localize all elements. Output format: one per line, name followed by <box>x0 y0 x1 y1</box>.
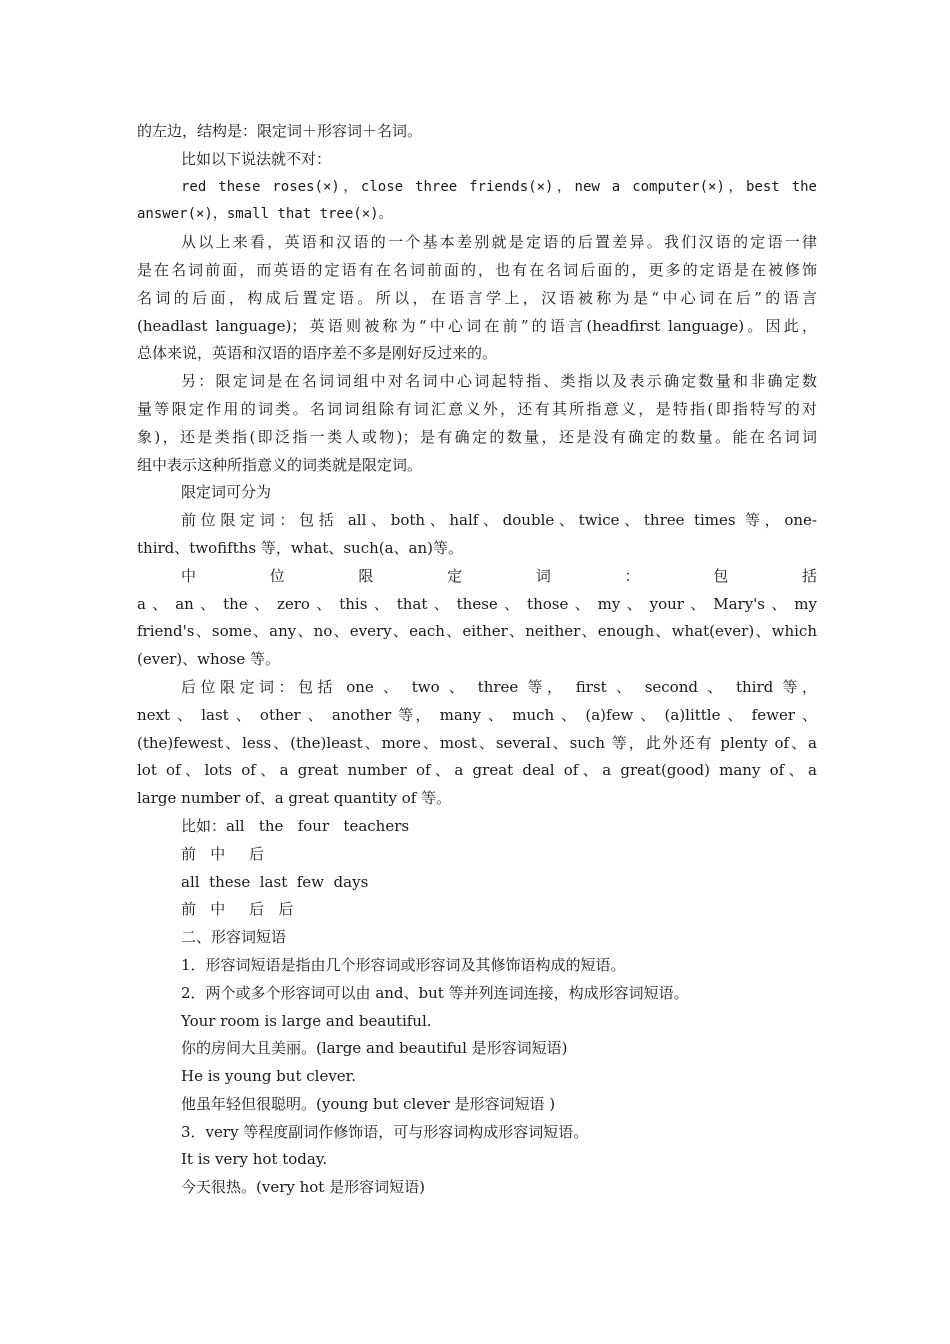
text-line: 1．形容词短语是指由几个形容词或形容词及其修饰语构成的短语。 <box>181 955 626 974</box>
text-line: Your room is large and beautiful. <box>181 1011 432 1030</box>
text-line: 另：限定词是在名词词组中对名词中心词起特指、类指以及表示确定数量和非确定数 <box>181 372 817 391</box>
text-line: 后位限定词：包括 one 、 two 、 three 等， first 、 second 、 third 等， <box>181 677 817 696</box>
text-line: next 、 last 、 other 、 another 等， many 、 much 、 (a)few 、 (a)little 、 fewer 、 <box>137 705 817 724</box>
text-line: 3．very 等程度副词作修饰语，可与形容词构成形容词短语。 <box>181 1122 589 1141</box>
text-line: 他虽年轻但很聪明。(young but clever 是形容词短语 ) <box>181 1094 556 1113</box>
text-line: He is young but clever. <box>181 1067 356 1086</box>
document-body <box>137 118 817 1202</box>
text-line: 你的房间大且美丽。(large and beautiful 是形容词短语) <box>181 1039 568 1058</box>
text-line: 前 中 后 后 <box>181 900 294 919</box>
text-line: 比如以下说法就不对： <box>181 149 332 168</box>
text-line: 总体来说，英语和汉语的语序差不多是刚好反过来的。 <box>137 344 498 363</box>
text-line: red these roses(×)，close three friends(×)，new a computer(×)，best the <box>181 178 817 195</box>
text-line: lot of、lots of、a great number of、a great deal of、a great(good) many of、a <box>137 761 817 780</box>
text-line: 名词的后面，构成后置定语。所以，在语言学上，汉语被称为是“中心词在后”的语言 <box>137 288 817 307</box>
text-line: 量等限定作用的词类。名词词组除有词汇意义外，还有其所指意义，是特指(即指特写的对 <box>137 399 817 418</box>
text-line: 象)，还是类指(即泛指一类人或物)；是有确定的数量，还是没有确定的数量。能在名词词 <box>137 427 817 446</box>
text-line: 前 中 后 <box>181 844 265 863</box>
text-line: 比如：all the four teachers <box>181 816 410 835</box>
text-line: 限定词可分为 <box>181 483 272 502</box>
text-line: third、twofifths 等，what、such(a、an)等。 <box>137 538 464 557</box>
text-line: answer(×)，small that tree(×)。 <box>137 206 393 223</box>
text-line: 2．两个或多个形容词可以由 and、but 等并列连词连接，构成形容词短语。 <box>181 983 689 1002</box>
text-line: (ever)、whose 等。 <box>137 650 280 669</box>
text-line: 前位限定词：包括 all、both、half、double、twice、three times 等，one- <box>181 511 817 530</box>
text-line: 今天很热。(very hot 是形容词短语) <box>181 1178 425 1197</box>
text-line: 二、形容词短语 <box>181 928 287 947</box>
text-line: large number of、a great quantity of 等。 <box>137 789 452 808</box>
text-line: 的左边，结构是：限定词＋形容词＋名词。 <box>137 122 423 140</box>
text-line: a 、 an 、 the 、 zero 、 this 、 that 、 these 、 those 、 my 、 your 、 Mary's 、 my <box>137 594 817 613</box>
text-line: 中 位 限 定 词 ： 包 括 <box>181 566 817 585</box>
text-line: 是在名词前面，而英语的定语有在名词前面的，也有在名词后面的，更多的定语是在被修饰 <box>137 260 817 279</box>
text-line: 组中表示这种所指意义的词类就是限定词。 <box>137 455 423 474</box>
text-line: (the)fewest、less、(the)least、more、most、several、such 等，此外还有 plenty of、a <box>137 733 817 752</box>
text-line: friend's、some、any、no、every、each、either、neither、enough、what(ever)、which <box>137 622 817 641</box>
text-line: all these last few days <box>181 872 369 891</box>
text-line: (headlast language)；英语则被称为“中心词在前”的语言(headfirst language)。因此， <box>137 316 817 335</box>
text-line: It is very hot today. <box>181 1150 328 1169</box>
text-line: 从以上来看，英语和汉语的一个基本差别就是定语的后置差异。我们汉语的定语一律 <box>181 233 817 252</box>
